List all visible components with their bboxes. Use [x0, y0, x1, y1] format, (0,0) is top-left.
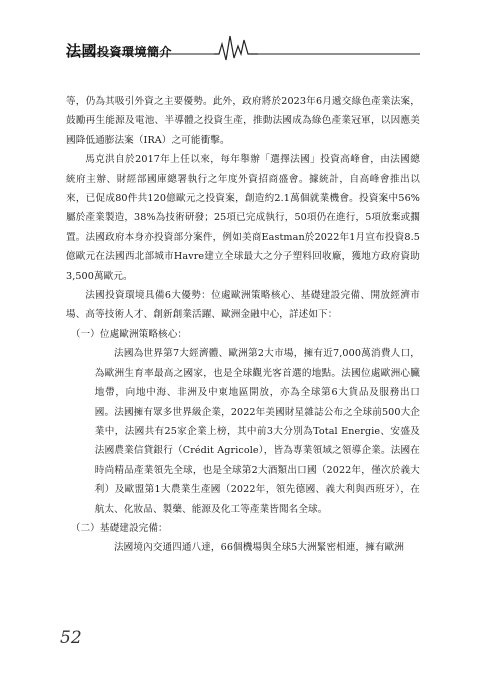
heartbeat-line-icon [214, 36, 258, 60]
section-heading-strategic-core: （一）位處歐洲策略核心： [70, 328, 188, 340]
header-title-main: 法國 [66, 42, 98, 60]
section-heading-infrastructure: （二）基礎建設完備： [70, 522, 168, 534]
page-header [0, 0, 480, 62]
section-body-infrastructure: 法國境內交通四通八達，66個機場與全球5大洲緊密相連，擁有歐洲 [113, 542, 405, 554]
page-number: 52 [60, 628, 82, 648]
header-title [66, 40, 172, 61]
main-text [66, 92, 420, 558]
paragraph-continued: 等，仍為其吸引外資之主要優勢。此外，政府將於2023年6月遞交綠色產業法案，鼓勵再生能源及電池、半導體之投資生產，推動法國成為綠色產業冠軍，以因應美國降低通膨法案（IRA）之可能衝擊。 [66, 96, 420, 146]
paragraph-choose-france: 馬克洪自於2017年上任以來，每年舉辦「選擇法國」投資高峰會，由法國總統府主辦、財經部國庫總署執行之年度外資招商盛會。據統計，自高峰會推出以來，已促成80件共120億歐元之投資案，創造約2.1萬個就業機會。投資案中56%屬於產業製造，38%為技術研發；25項已完成執行，50項仍在進行，5項放棄或擱置。法國政府本身亦投資部分案件，例如美商Eastman於2022年1月宣布投資8.5億歐元在法國西北部城市Havre建立全球最大之分子塑料回收廠，獲地方政府資助3,500萬歐元。 [66, 154, 420, 282]
header-title-sub: 投資環境簡介 [97, 45, 173, 59]
section-body-strategic-core: 法國為世界第7大經濟體、歐洲第2大市場，擁有近7,000萬消費人口，為歐洲生育率最高之國家，也是全球觀光客首選的地點。法國位處歐洲心臟地帶，向地中海、非洲及中東地區開放，亦為全球第6大貨品及服務出口國。法國擁有眾多世界級企業，2022年美國財星雜誌公布之全球前500大企業中，法國共有25家企業上榜，其中前3大分別為Total Energie、安盛及法國農業信貸銀行（Crédit Agricole），皆為專業領域之領導企業。法國在時尚精品產業領先全球，也是全球第2大酒類出口國（2022年，僅次於義大利）及歐盟第1大農業生產國（2022年，領先德國、義大利與西班牙），在航太、化妝品、製藥、能源及化工等產業皆聞名全球。 [94, 348, 420, 515]
paragraph-six-advantages: 法國投資環境具備6大優勢：位處歐洲策略核心、基礎建設完備、開放經濟市場、高等技術人才、創新創業活躍、歐洲金融中心，詳述如下： [66, 290, 420, 321]
